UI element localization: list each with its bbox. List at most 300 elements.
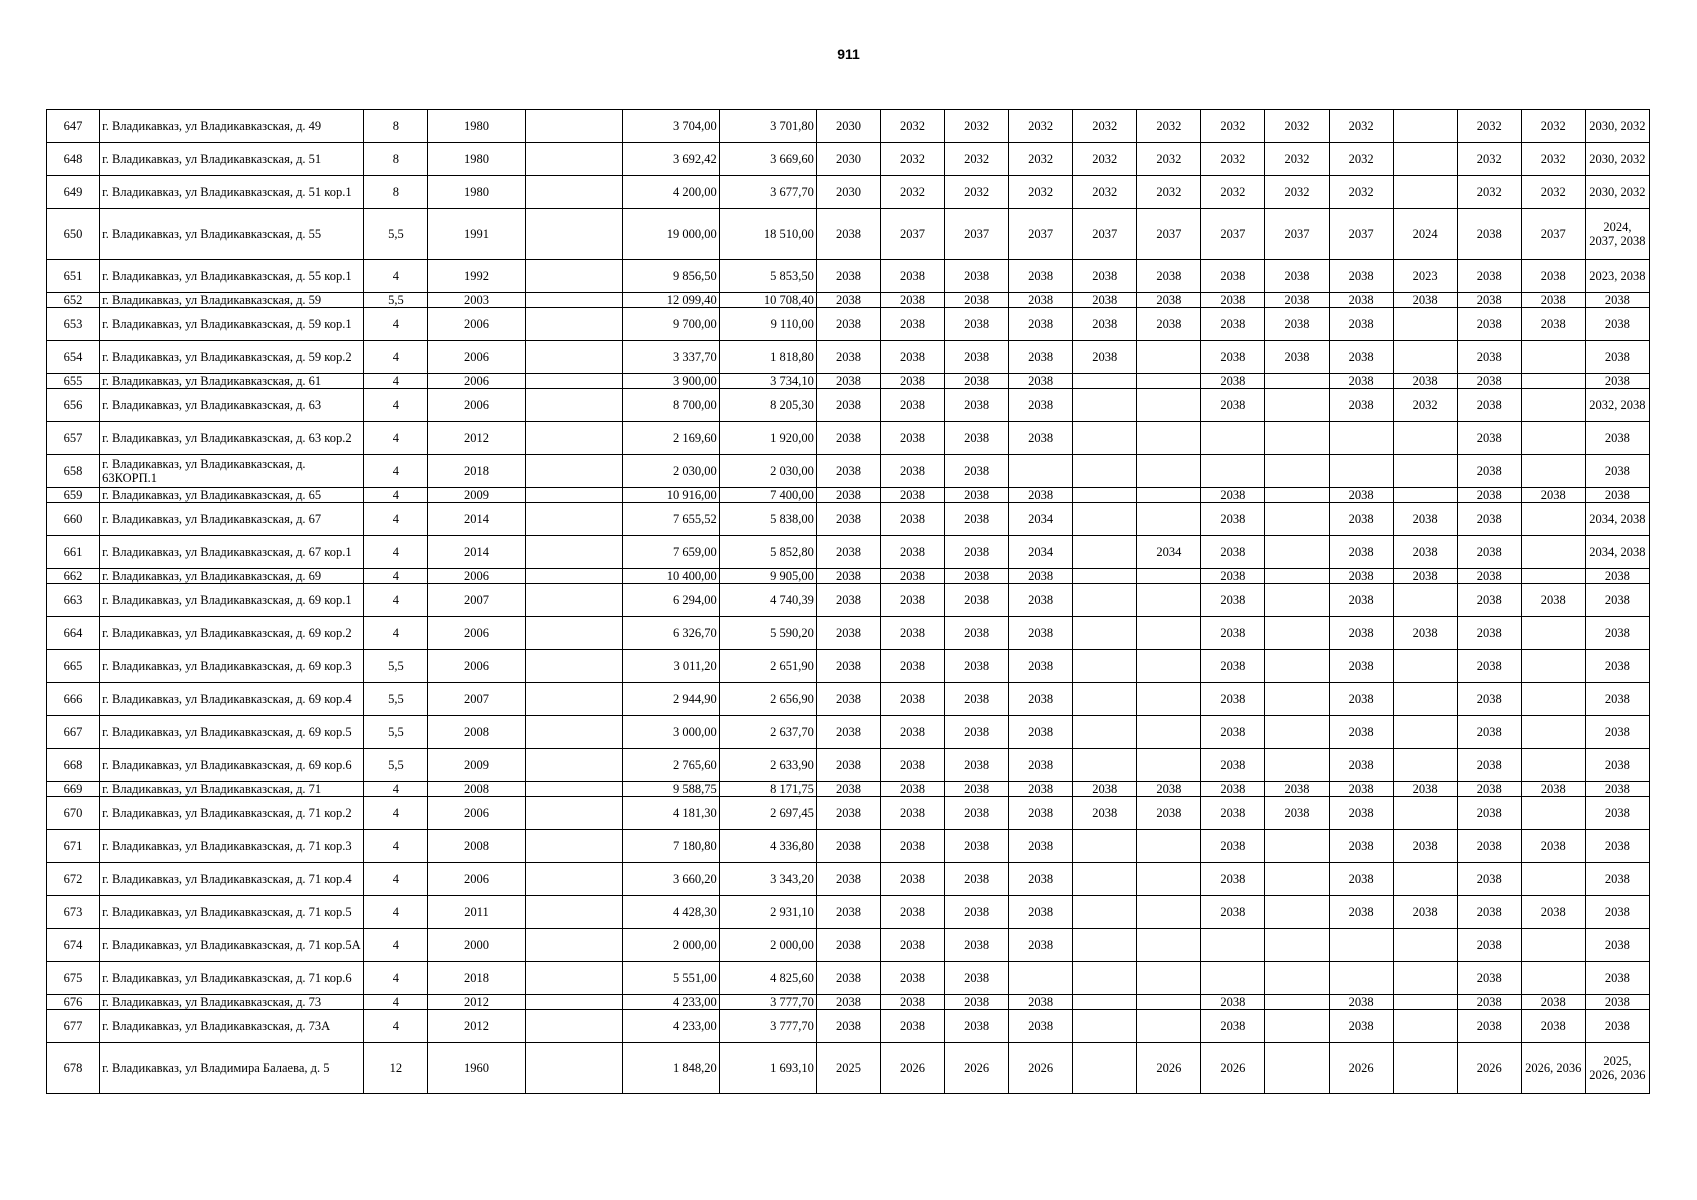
address-cell: г. Владикавказ, ул Владикавказская, д. 69 (100, 569, 364, 584)
table-row (47, 209, 1650, 260)
repair-year-cell (1265, 488, 1329, 503)
repair-year-cell: 2038 (1585, 308, 1649, 341)
repair-year-cell: 2038 (1457, 341, 1521, 374)
floors-cell: 4 (364, 488, 428, 503)
floors-cell: 4 (364, 422, 428, 455)
repair-year-cell: 2038 (1329, 683, 1393, 716)
year-built-cell: 2009 (428, 488, 525, 503)
table-row (47, 293, 1650, 308)
table-row (47, 176, 1650, 209)
repair-year-cell: 2038 (1329, 389, 1393, 422)
repair-year-cell: 2038 (1201, 782, 1265, 797)
address-cell: г. Владикавказ, ул Владикавказская, д. 59 (100, 293, 364, 308)
empty-cell (525, 293, 622, 308)
repair-year-cell: 2038 (1457, 584, 1521, 617)
repair-year-cell: 2038 (1521, 260, 1585, 293)
repair-year-cell (1265, 584, 1329, 617)
repair-year-cell: 2038 (1585, 962, 1649, 995)
repair-year-cell: 2038 (1329, 797, 1393, 830)
repair-year-cell (1073, 569, 1137, 584)
address-cell: г. Владикавказ, ул Владикавказская, д. 69 кор.5 (100, 716, 364, 749)
repair-year-cell: 2038 (1201, 374, 1265, 389)
residential-area-cell: 18 510,00 (719, 209, 816, 260)
repair-year-cell: 2038 (1137, 308, 1201, 341)
repair-year-cell (1393, 488, 1457, 503)
repair-year-cell: 2038 (816, 260, 880, 293)
floors-cell: 4 (364, 260, 428, 293)
repair-year-cell: 2038 (1201, 617, 1265, 650)
table-row (47, 584, 1650, 617)
repair-year-cell: 2038 (1009, 683, 1073, 716)
repair-year-cell: 2038 (945, 782, 1009, 797)
residential-area-cell: 2 000,00 (719, 929, 816, 962)
repair-year-cell: 2032 (1009, 176, 1073, 209)
repair-year-cell: 2032 (1201, 176, 1265, 209)
repair-year-cell: 2038 (1585, 488, 1649, 503)
repair-year-cell: 2038 (1585, 863, 1649, 896)
repair-year-cell: 2034, 2038 (1585, 536, 1649, 569)
empty-cell (525, 455, 622, 488)
row-number-cell: 659 (47, 488, 100, 503)
repair-year-cell: 2026 (1137, 1043, 1201, 1094)
address-cell: г. Владикавказ, ул Владикавказская, д. 55 кор.1 (100, 260, 364, 293)
repair-year-cell: 2026 (1457, 1043, 1521, 1094)
repair-year-cell: 2038 (1521, 488, 1585, 503)
floors-cell: 12 (364, 1043, 428, 1094)
repair-year-cell: 2038 (1457, 260, 1521, 293)
repair-year-cell: 2038 (1457, 896, 1521, 929)
address-cell: г. Владикавказ, ул Владикавказская, д. 59 кор.1 (100, 308, 364, 341)
total-area-cell: 3 704,00 (622, 110, 719, 143)
repair-year-cell (1265, 617, 1329, 650)
repair-year-cell: 2032 (1201, 110, 1265, 143)
repair-year-cell: 2038 (1009, 389, 1073, 422)
floors-cell: 4 (364, 584, 428, 617)
repair-year-cell: 2038 (1585, 584, 1649, 617)
repair-year-cell: 2038 (1457, 293, 1521, 308)
repair-year-cell: 2038 (945, 455, 1009, 488)
total-area-cell: 3 660,20 (622, 863, 719, 896)
repair-year-cell: 2032, 2038 (1585, 389, 1649, 422)
table-row (47, 782, 1650, 797)
row-number-cell: 676 (47, 995, 100, 1010)
floors-cell: 8 (364, 110, 428, 143)
address-cell: г. Владикавказ, ул Владикавказская, д. 51 кор.1 (100, 176, 364, 209)
year-built-cell: 2012 (428, 1010, 525, 1043)
empty-cell (525, 584, 622, 617)
repair-year-cell: 2038 (816, 650, 880, 683)
repair-year-cell: 2038 (1457, 422, 1521, 455)
repair-year-cell: 2038 (1329, 584, 1393, 617)
repair-year-cell (1073, 962, 1137, 995)
repair-year-cell (1265, 650, 1329, 683)
repair-year-cell: 2038 (1393, 830, 1457, 863)
empty-cell (525, 782, 622, 797)
table-row (47, 308, 1650, 341)
repair-year-cell (1137, 650, 1201, 683)
repair-year-cell: 2038 (1009, 1010, 1073, 1043)
repair-year-cell (1521, 617, 1585, 650)
repair-year-cell: 2038 (880, 749, 944, 782)
residential-area-cell: 2 637,70 (719, 716, 816, 749)
table-row (47, 962, 1650, 995)
repair-year-cell: 2038 (945, 683, 1009, 716)
repair-year-cell: 2038 (1585, 1010, 1649, 1043)
residential-area-cell: 4 740,39 (719, 584, 816, 617)
address-cell: г. Владикавказ, ул Владикавказская, д. 49 (100, 110, 364, 143)
floors-cell: 4 (364, 1010, 428, 1043)
repair-year-cell: 2038 (945, 536, 1009, 569)
residential-area-cell: 4 336,80 (719, 830, 816, 863)
repair-year-cell: 2026, 2036 (1521, 1043, 1585, 1094)
repair-year-cell: 2038 (1201, 896, 1265, 929)
repair-year-cell (1521, 341, 1585, 374)
repair-year-cell: 2038 (1201, 683, 1265, 716)
row-number-cell: 654 (47, 341, 100, 374)
repair-year-cell (1265, 389, 1329, 422)
repair-year-cell (1073, 683, 1137, 716)
repair-year-cell: 2032 (1329, 110, 1393, 143)
repair-year-cell: 2038 (1521, 1010, 1585, 1043)
repair-year-cell (1393, 650, 1457, 683)
repair-year-cell: 2032 (945, 110, 1009, 143)
repair-year-cell (1073, 422, 1137, 455)
address-cell: г. Владикавказ, ул Владикавказская, д. 71 кор.5 (100, 896, 364, 929)
repair-year-cell (1137, 896, 1201, 929)
repair-year-cell: 2038 (880, 455, 944, 488)
repair-year-cell: 2038 (1457, 617, 1521, 650)
repair-year-cell (1265, 929, 1329, 962)
repair-year-cell: 2038 (1137, 293, 1201, 308)
repair-year-cell: 2038 (945, 293, 1009, 308)
repair-year-cell: 2038 (880, 488, 944, 503)
table-row (47, 896, 1650, 929)
repair-year-cell: 2038 (1073, 341, 1137, 374)
repair-year-cell: 2038 (1457, 569, 1521, 584)
repair-year-cell: 2038 (1201, 536, 1265, 569)
repair-year-cell (1137, 488, 1201, 503)
repair-year-cell: 2032 (1073, 110, 1137, 143)
repair-year-cell: 2038 (1265, 260, 1329, 293)
floors-cell: 4 (364, 569, 428, 584)
repair-year-cell (1137, 863, 1201, 896)
row-number-cell: 662 (47, 569, 100, 584)
repair-year-cell: 2030, 2032 (1585, 176, 1649, 209)
year-built-cell: 2011 (428, 896, 525, 929)
repair-year-cell: 2038 (880, 683, 944, 716)
floors-cell: 4 (364, 617, 428, 650)
page-number: 911 (837, 46, 860, 62)
empty-cell (525, 488, 622, 503)
floors-cell: 4 (364, 962, 428, 995)
repair-year-cell (1393, 995, 1457, 1010)
repair-year-cell: 2038 (1457, 1010, 1521, 1043)
repair-year-cell (1393, 1010, 1457, 1043)
repair-year-cell: 2032 (1009, 110, 1073, 143)
repair-year-cell: 2038 (816, 716, 880, 749)
repair-year-cell: 2038 (945, 389, 1009, 422)
repair-year-cell: 2038 (945, 749, 1009, 782)
floors-cell: 4 (364, 995, 428, 1010)
total-area-cell: 6 326,70 (622, 617, 719, 650)
repair-year-cell (1137, 503, 1201, 536)
repair-year-cell (1521, 962, 1585, 995)
repair-year-cell (1521, 683, 1585, 716)
repair-year-cell: 2038 (1457, 749, 1521, 782)
repair-year-cell: 2038 (1585, 929, 1649, 962)
address-cell: г. Владикавказ, ул Владикавказская, д. 71 кор.6 (100, 962, 364, 995)
repair-year-cell: 2038 (880, 1010, 944, 1043)
repair-year-cell: 2038 (1137, 797, 1201, 830)
repair-year-cell: 2038 (1521, 896, 1585, 929)
repair-year-cell: 2032 (945, 176, 1009, 209)
floors-cell: 4 (364, 341, 428, 374)
repair-year-cell: 2038 (880, 782, 944, 797)
repair-year-cell: 2038 (1457, 716, 1521, 749)
row-number-cell: 650 (47, 209, 100, 260)
repair-year-cell: 2032 (945, 143, 1009, 176)
repair-year-cell (1521, 716, 1585, 749)
repair-year-cell: 2038 (1009, 863, 1073, 896)
empty-cell (525, 209, 622, 260)
repair-year-cell (1329, 422, 1393, 455)
empty-cell (525, 797, 622, 830)
repair-year-cell: 2037 (1137, 209, 1201, 260)
repair-year-cell (1393, 929, 1457, 962)
repair-year-cell: 2038 (1201, 995, 1265, 1010)
repair-year-cell: 2038 (945, 929, 1009, 962)
repair-year-cell: 2038 (1585, 830, 1649, 863)
floors-cell: 5,5 (364, 650, 428, 683)
floors-cell: 5,5 (364, 293, 428, 308)
repair-year-cell: 2038 (1329, 1010, 1393, 1043)
repair-year-cell: 2038 (945, 863, 1009, 896)
table-row (47, 716, 1650, 749)
repair-year-cell: 2038 (945, 797, 1009, 830)
address-cell: г. Владикавказ, ул Владикавказская, д. 71 (100, 782, 364, 797)
repair-year-cell: 2032 (1265, 176, 1329, 209)
repair-year-cell (1073, 374, 1137, 389)
year-built-cell: 2009 (428, 749, 525, 782)
repair-year-cell: 2030 (816, 176, 880, 209)
row-number-cell: 668 (47, 749, 100, 782)
repair-year-cell: 2030 (816, 143, 880, 176)
row-number-cell: 666 (47, 683, 100, 716)
repair-year-cell: 2038 (1009, 749, 1073, 782)
repair-year-cell (1073, 1010, 1137, 1043)
repair-year-cell: 2037 (1009, 209, 1073, 260)
year-built-cell: 2008 (428, 782, 525, 797)
repair-year-cell: 2038 (1265, 797, 1329, 830)
repair-year-cell: 2038 (1201, 863, 1265, 896)
repair-year-cell: 2024, 2037, 2038 (1585, 209, 1649, 260)
repair-year-cell: 2038 (1329, 536, 1393, 569)
repair-year-cell: 2038 (1201, 341, 1265, 374)
repair-year-cell (1137, 830, 1201, 863)
repair-year-cell: 2026 (1329, 1043, 1393, 1094)
repair-year-cell: 2032 (1265, 143, 1329, 176)
repair-year-cell: 2032 (880, 110, 944, 143)
row-number-cell: 672 (47, 863, 100, 896)
repair-year-cell (1137, 1010, 1201, 1043)
total-area-cell: 4 181,30 (622, 797, 719, 830)
repair-year-cell: 2038 (1393, 374, 1457, 389)
row-number-cell: 652 (47, 293, 100, 308)
residential-area-cell: 2 697,45 (719, 797, 816, 830)
row-number-cell: 674 (47, 929, 100, 962)
year-built-cell: 2014 (428, 536, 525, 569)
total-area-cell: 3 011,20 (622, 650, 719, 683)
residential-area-cell: 3 777,70 (719, 1010, 816, 1043)
repair-year-cell: 2038 (1009, 995, 1073, 1010)
floors-cell: 5,5 (364, 683, 428, 716)
repair-year-cell: 2038 (1329, 260, 1393, 293)
table-row (47, 749, 1650, 782)
repair-year-cell: 2038 (1521, 584, 1585, 617)
repair-year-cell (1073, 584, 1137, 617)
total-area-cell: 2 000,00 (622, 929, 719, 962)
repair-year-cell: 2038 (1329, 749, 1393, 782)
total-area-cell: 4 233,00 (622, 995, 719, 1010)
total-area-cell: 2 944,90 (622, 683, 719, 716)
residential-area-cell: 3 343,20 (719, 863, 816, 896)
repair-year-cell: 2038 (880, 308, 944, 341)
address-cell: г. Владикавказ, ул Владикавказская, д. 69 кор.2 (100, 617, 364, 650)
repair-year-cell: 2038 (816, 1010, 880, 1043)
repair-year-cell (1073, 536, 1137, 569)
repair-year-cell: 2038 (1009, 260, 1073, 293)
repair-year-cell: 2038 (1329, 716, 1393, 749)
repair-year-cell: 2034 (1137, 536, 1201, 569)
repair-year-cell: 2026 (1201, 1043, 1265, 1094)
total-area-cell: 1 848,20 (622, 1043, 719, 1094)
repair-year-cell: 2032 (1137, 110, 1201, 143)
repair-year-cell: 2038 (1521, 995, 1585, 1010)
residential-area-cell: 5 853,50 (719, 260, 816, 293)
repair-year-cell (1009, 455, 1073, 488)
total-area-cell: 4 428,30 (622, 896, 719, 929)
repair-year-cell: 2038 (816, 422, 880, 455)
floors-cell: 4 (364, 782, 428, 797)
repair-year-cell: 2038 (880, 422, 944, 455)
year-built-cell: 2008 (428, 716, 525, 749)
empty-cell (525, 650, 622, 683)
year-built-cell: 1980 (428, 110, 525, 143)
repair-year-cell: 2038 (1329, 896, 1393, 929)
row-number-cell: 660 (47, 503, 100, 536)
floors-cell: 4 (364, 374, 428, 389)
repair-year-cell: 2038 (1201, 1010, 1265, 1043)
floors-cell: 4 (364, 455, 428, 488)
floors-cell: 4 (364, 503, 428, 536)
repair-year-cell: 2038 (1009, 929, 1073, 962)
floors-cell: 4 (364, 929, 428, 962)
repair-year-cell: 2038 (1457, 995, 1521, 1010)
repair-year-cell (1137, 617, 1201, 650)
repair-year-cell (1393, 110, 1457, 143)
repair-year-cell: 2038 (1009, 341, 1073, 374)
repair-year-cell: 2038 (1585, 896, 1649, 929)
total-area-cell: 12 099,40 (622, 293, 719, 308)
total-area-cell: 7 659,00 (622, 536, 719, 569)
repair-year-cell: 2038 (1585, 374, 1649, 389)
empty-cell (525, 716, 622, 749)
repair-year-cell: 2038 (1073, 308, 1137, 341)
empty-cell (525, 176, 622, 209)
row-number-cell: 656 (47, 389, 100, 422)
year-built-cell: 1980 (428, 143, 525, 176)
repair-year-cell: 2038 (1521, 782, 1585, 797)
table-row (47, 863, 1650, 896)
repair-year-cell (1073, 488, 1137, 503)
repair-year-cell: 2038 (816, 584, 880, 617)
repair-year-cell: 2038 (1009, 896, 1073, 929)
repair-year-cell (1521, 422, 1585, 455)
repair-year-cell: 2038 (1009, 617, 1073, 650)
total-area-cell: 3 900,00 (622, 374, 719, 389)
repair-year-cell: 2038 (1201, 293, 1265, 308)
repair-year-cell (1073, 389, 1137, 422)
repair-year-cell: 2038 (1457, 308, 1521, 341)
repair-year-cell (1073, 716, 1137, 749)
empty-cell (525, 896, 622, 929)
repair-year-cell: 2038 (1457, 782, 1521, 797)
repair-year-cell (1265, 374, 1329, 389)
repair-year-cell: 2038 (945, 569, 1009, 584)
residential-area-cell: 2 633,90 (719, 749, 816, 782)
address-cell: г. Владикавказ, ул Владикавказская, д. 73 (100, 995, 364, 1010)
repair-year-cell (1265, 455, 1329, 488)
table-row (47, 341, 1650, 374)
year-built-cell: 2018 (428, 455, 525, 488)
total-area-cell: 19 000,00 (622, 209, 719, 260)
repair-year-cell (1265, 962, 1329, 995)
repair-year-cell: 2024 (1393, 209, 1457, 260)
repair-year-cell: 2038 (1457, 503, 1521, 536)
row-number-cell: 647 (47, 110, 100, 143)
repair-year-cell: 2038 (816, 293, 880, 308)
table-row (47, 374, 1650, 389)
repair-year-cell: 2038 (1009, 374, 1073, 389)
repair-year-cell: 2034, 2038 (1585, 503, 1649, 536)
repair-year-cell: 2038 (816, 569, 880, 584)
address-cell: г. Владикавказ, ул Владикавказская, д. 67 (100, 503, 364, 536)
residential-area-cell: 1 693,10 (719, 1043, 816, 1094)
repair-year-cell (1265, 422, 1329, 455)
table-row (47, 503, 1650, 536)
table-row (47, 830, 1650, 863)
floors-cell: 5,5 (364, 749, 428, 782)
repair-year-cell: 2037 (1265, 209, 1329, 260)
repair-year-cell: 2032 (1137, 143, 1201, 176)
repair-year-cell (1073, 503, 1137, 536)
total-area-cell: 7 655,52 (622, 503, 719, 536)
row-number-cell: 663 (47, 584, 100, 617)
repair-year-cell (1393, 716, 1457, 749)
repair-year-cell: 2038 (1009, 584, 1073, 617)
repair-year-cell (1265, 749, 1329, 782)
repair-year-cell (1265, 1043, 1329, 1094)
table-row (47, 536, 1650, 569)
repair-year-cell (1073, 863, 1137, 896)
row-number-cell: 648 (47, 143, 100, 176)
year-built-cell: 2006 (428, 389, 525, 422)
repair-year-cell: 2038 (816, 341, 880, 374)
repair-year-cell (1329, 962, 1393, 995)
total-area-cell: 9 700,00 (622, 308, 719, 341)
row-number-cell: 651 (47, 260, 100, 293)
repair-year-cell: 2038 (1585, 749, 1649, 782)
